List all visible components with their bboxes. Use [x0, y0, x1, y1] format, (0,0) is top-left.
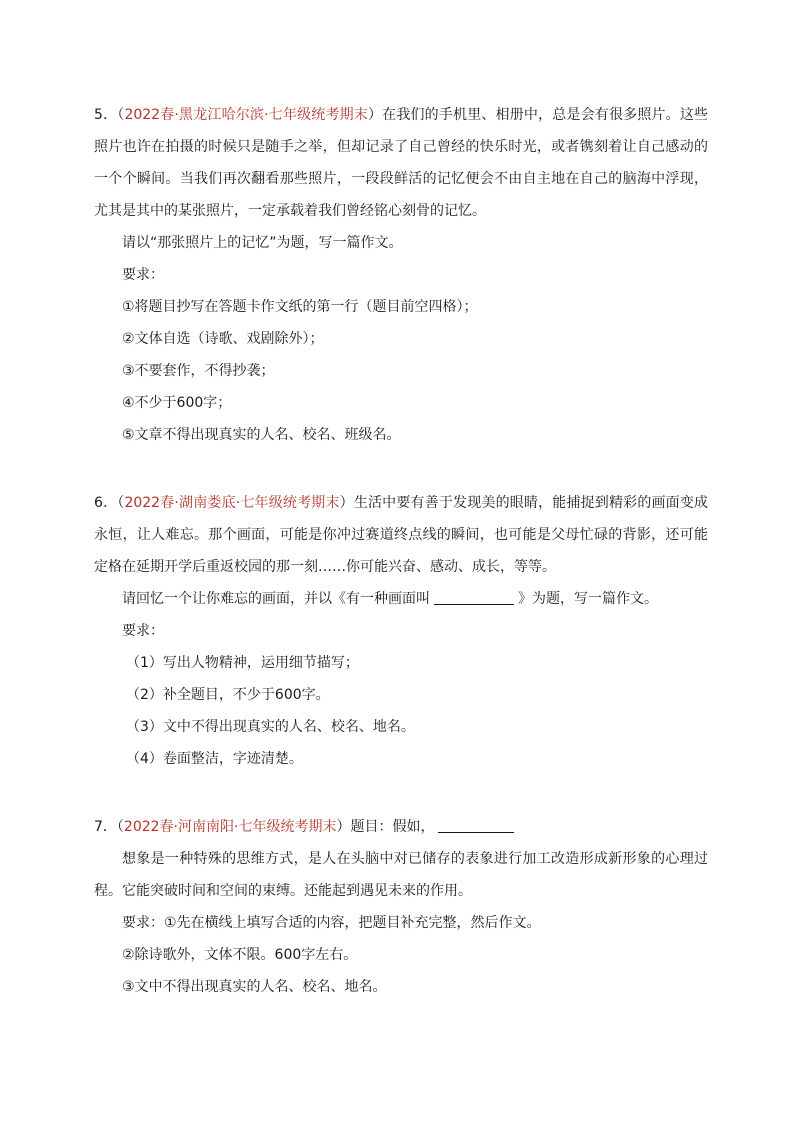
fill-blank: [434, 590, 514, 605]
question-intro-text: 生活中要有善于发现美的眼睛，能捕捉到精彩的画面变成永恒，让人难忘。那个画面，可能是你冲过赛道终点线的瞬间，也可能是父母忙碌的背影，还可能定格在延期开学后重返校园的那一刻……你可能兴奋、感动、成长，等等。: [94, 495, 709, 575]
requirement-item: （3）文中不得出现真实的人名、校名、地名。: [126, 719, 415, 735]
requirement-item: ⑤文章不得出现真实的人名、校名、班级名。: [122, 427, 401, 443]
requirement-item: （2）补全题目，不少于600字。: [126, 687, 330, 703]
question-intro-text: 在我们的手机里、相册中，总是会有很多照片。这些照片也许在拍摄的时候只是随手之举，但却记录了自己曾经的快乐时光，或者镌刻着让自己感动的一个个瞬间。当我们再次翻看那些照片，一段段鲜活的记忆便会不由自主地在自己的脑海中浮现，尤其是其中的某张照片，一定承载着我们曾经铭心刻骨的记忆。: [94, 107, 709, 219]
requirements-title: 要求：: [122, 623, 164, 639]
fill-blank: [438, 818, 514, 833]
requirement-item: ③不要套作，不得抄袭；: [122, 363, 275, 379]
question-source: 2022春·河南南阳·七年级统考期末: [123, 819, 337, 835]
question-number: 6．: [94, 495, 118, 511]
requirements-title: 要求：: [122, 267, 164, 283]
question-prompt: 请回忆一个让你难忘的画面，并以《有一种画面叫 》为题，写一篇作文。: [122, 591, 658, 607]
question-source: 2022春·黑龙江哈尔滨·七年级统考期末: [124, 107, 368, 123]
requirement-item: ④不少于600字；: [122, 395, 232, 411]
question-6: [94, 487, 708, 775]
requirement-item: ③文中不得出现真实的人名、校名、地名。: [122, 979, 387, 995]
question-prompt: 请以“那张照片上的记忆”为题，写一篇作文。: [122, 235, 403, 251]
requirement-item: ②文体自选（诗歌、戏剧除外）；: [122, 331, 324, 347]
question-body: 想象是一种特殊的思维方式，是人在头脑中对已储存的表象进行加工改造形成新形象的心理过程。它能突破时间和空间的束缚。还能起到遇见未来的作用。: [94, 851, 708, 899]
requirement-item: （1）写出人物精神，运用细节描写；: [126, 655, 359, 671]
question-intro-text: 题目：假如，: [350, 819, 435, 835]
question-7-intro: 7．（2022春·河南南阳·七年级统考期末）题目：假如，: [94, 811, 708, 843]
requirement-item: （4）卷面整洁，字迹清楚。: [126, 751, 303, 767]
requirement-item: ②除诗歌外，文体不限。600字左右。: [122, 947, 358, 963]
requirement-item: ①将题目抄写在答题卡作文纸的第一行（题目前空四格）；: [122, 299, 478, 315]
question-5: [94, 99, 708, 451]
question-source: 2022春·湖南娄底·七年级统考期末: [124, 495, 340, 511]
question-6-intro: 6．（2022春·湖南娄底·七年级统考期末）生活中要有善于发现美的眼睛，能捕捉到精彩的画面变成永恒，让人难忘。那个画面，可能是你冲过赛道终点线的瞬间，也可能是父母忙碌的背影，还可能定格在延期开学后重返校园的那一刻……你可能兴奋、感动、成长，等等。: [94, 495, 709, 575]
question-number: 5．: [94, 107, 118, 123]
question-7: [94, 811, 708, 1003]
requirement-item: 要求：①先在横线上填写合适的内容，把题目补充完整，然后作文。: [122, 915, 541, 931]
question-number: 7．: [94, 819, 117, 835]
question-5-intro: 5．（2022春·黑龙江哈尔滨·七年级统考期末）在我们的手机里、相册中，总是会有很多照片。这些照片也许在拍摄的时候只是随手之举，但却记录了自己曾经的快乐时光，或者镌刻着让自己感动的一个个瞬间。当我们再次翻看那些照片，一段段鲜活的记忆便会不由自主地在自己的脑海中浮现，尤其是其中的某张照片，一定承载着我们曾经铭心刻骨的记忆。: [94, 107, 709, 219]
